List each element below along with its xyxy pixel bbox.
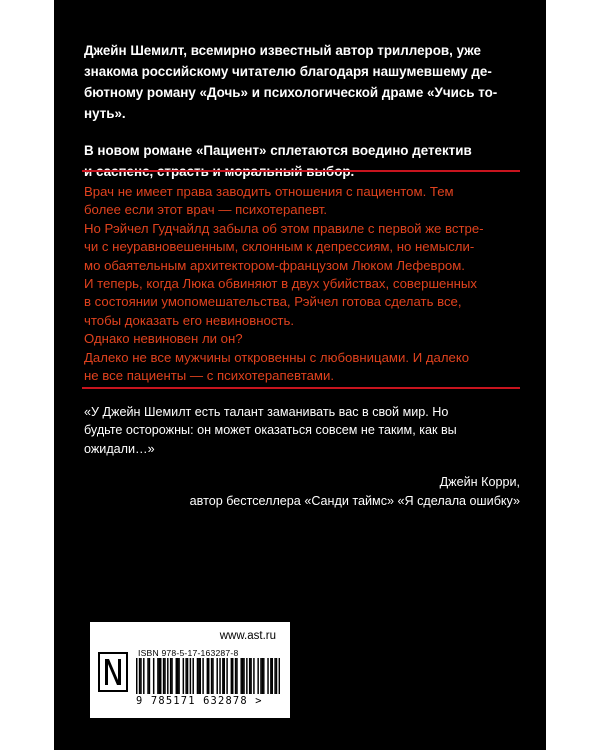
barcode-digits: 9 785171 632878 > — [136, 695, 263, 707]
intro-line: знакома российскому читателю благодаря нашумевшему де- — [84, 64, 492, 79]
red-divider-bottom — [82, 387, 520, 389]
story-line: более если этот врач — психотерапевт. — [84, 202, 328, 218]
barcode-bar — [226, 658, 227, 694]
intro-block — [84, 40, 518, 198]
barcode-bar — [272, 658, 273, 694]
intro-line: Джейн Шемилт, всемирно известный автор триллеров, уже — [84, 43, 481, 58]
quote-line: ожидали…» — [84, 441, 155, 456]
barcode-bar — [207, 658, 208, 694]
barcode-bar — [243, 658, 244, 694]
barcode-bar — [232, 658, 233, 694]
barcode-bar — [224, 658, 225, 694]
intro-line: бютному роману «Дочь» и психологической драме «Учись то- — [84, 85, 498, 100]
story-line: Далеко не все мужчины откровенны с любовницами. И далеко — [84, 349, 470, 365]
barcode-bar — [270, 658, 271, 694]
barcode-bar — [171, 658, 172, 694]
barcode-bar — [153, 658, 154, 694]
barcode-bar — [185, 658, 186, 694]
barcode-bar — [240, 658, 241, 694]
intro-line: В новом романе «Пациент» сплетаются воедино детектив — [84, 143, 472, 158]
story-line: не все пациенты — с психотерапевтами. — [84, 368, 335, 384]
barcode-bar — [250, 658, 251, 694]
barcode-bar — [235, 658, 236, 694]
quote-text — [84, 403, 520, 458]
barcode-bar — [192, 658, 193, 694]
barcode-bar — [208, 658, 209, 694]
barcode-bar — [211, 658, 212, 694]
barcode-bar — [222, 658, 223, 694]
barcode-bar — [177, 658, 178, 694]
publisher-website: www.ast.ru — [219, 630, 276, 642]
story-line: мо обаятельным архитектором-французом Люком Лефевром. — [84, 257, 465, 273]
barcode-bar — [149, 658, 150, 694]
barcode-bar — [147, 658, 148, 694]
barcode-bar — [260, 658, 261, 694]
quote-line: «У Джейн Шемилт есть талант заманивать вас в свой мир. Но — [84, 405, 449, 419]
barcode-bar — [216, 658, 217, 694]
story-line: в состоянии умопомешательства, Рэйчел готова сделать все, — [84, 294, 462, 310]
story-line: чи с неуравновешенным, склонным к депрессиям, но немысли- — [84, 239, 475, 255]
story-line: Врач не имеет права заводить отношения с пациентом. Тем — [84, 184, 454, 199]
barcode-bar — [164, 658, 165, 694]
quote-author: Джейн Корри, — [439, 475, 520, 490]
barcode-bar — [157, 658, 158, 694]
barcode-bar — [202, 658, 203, 694]
back-cover — [54, 0, 546, 750]
barcode-bar — [190, 658, 191, 694]
barcode-bar — [279, 658, 280, 694]
barcode-bar — [160, 658, 161, 694]
barcode-bar — [163, 658, 164, 694]
barcode-bar — [276, 658, 277, 694]
story-line: Но Рэйчел Гудчайлд забыла об этом правиле с первой же встре- — [84, 220, 484, 236]
story-line: И теперь, когда Люка обвиняют в двух убийствах, совершенных — [84, 276, 477, 292]
barcode-bar — [236, 658, 237, 694]
barcode-bar — [219, 658, 220, 694]
barcode-bar — [198, 658, 199, 694]
barcode-bar — [274, 658, 275, 694]
barcode-bar — [136, 658, 137, 694]
quote-line: будьте осторожны: он может оказаться совсем не таким, как вы — [84, 423, 457, 438]
barcode-bar — [159, 658, 160, 694]
barcode-bar — [249, 658, 250, 694]
barcode-bar — [200, 658, 201, 694]
barcode-bar — [212, 658, 213, 694]
barcode-bar — [197, 658, 198, 694]
barcode-label — [90, 622, 290, 718]
barcode-bar — [242, 658, 243, 694]
isbn-number: ISBN 978-5-17-163287-8 — [138, 648, 239, 658]
barcode-bar — [178, 658, 179, 694]
publisher-n-logo-icon — [98, 652, 128, 692]
barcode-bar — [267, 658, 268, 694]
barcode-bar — [263, 658, 264, 694]
review-quote — [84, 403, 520, 510]
red-divider-top — [82, 170, 520, 172]
barcode-bar — [170, 658, 171, 694]
barcode-bar — [167, 658, 168, 694]
barcode-bar — [253, 658, 254, 694]
barcode-bar — [246, 658, 247, 694]
barcode-bar — [140, 658, 141, 694]
barcode-bar — [183, 658, 184, 694]
barcode-bar — [257, 658, 258, 694]
story-line: Однако невиновен ли он? — [84, 331, 243, 347]
quote-author-credit: автор бестселлера «Санди таймс» «Я сделала ошибку» — [189, 493, 520, 508]
barcode-bar — [139, 658, 140, 694]
story-line: чтобы доказать его невиновность. — [84, 312, 294, 328]
quote-attribution — [84, 473, 520, 510]
intro-paragraph-2 — [84, 140, 518, 182]
barcode-bar — [262, 658, 263, 694]
intro-line: нуть». — [84, 106, 126, 121]
intro-paragraph-1 — [84, 40, 518, 124]
story-annotation — [84, 183, 524, 385]
barcode-bar — [143, 658, 144, 694]
barcode-bar — [176, 658, 177, 694]
barcode-bar — [187, 658, 188, 694]
barcode-graphic — [136, 658, 280, 694]
barcode-bar — [231, 658, 232, 694]
